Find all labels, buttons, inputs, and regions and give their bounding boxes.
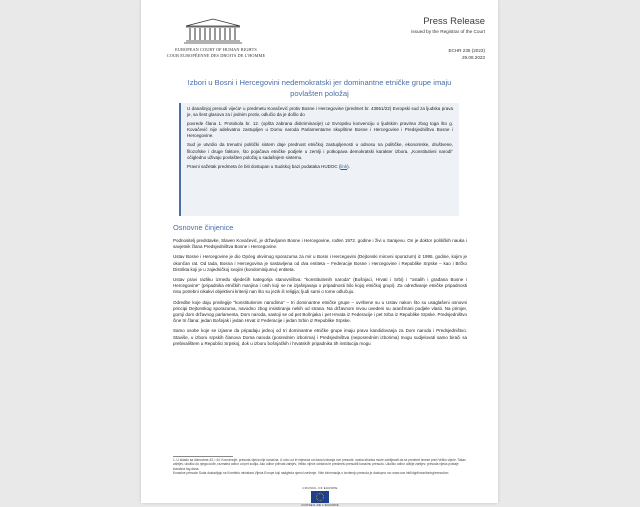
headline: Izbori u Bosni i Hercegovini nedemokratski jer dominantne etničke grupe imaju povlašten položaj [187,78,452,98]
council-of-europe-logo-icon [311,491,329,503]
section-title: Osnovne činjenice [173,223,234,232]
press-release-title: Press Release [423,16,485,27]
press-release-reference: ECHR 235 (2023) [448,48,485,53]
hudoc-text-end: ). [347,163,350,169]
footnotes [173,458,467,476]
body-paragraph: Podnositelj predstavke, Slaven Kovačević, je državljanin Bosne i Hercegovine, rođen 1972. godine i živi u Sarajevu. On je doktor političkih nauka i savjetnik člana Predsjedništva Bosne i Hercegovine. [173,238,467,250]
footnote: Konačne presude Suda dostavljaju se Komitetu ministara Vijeća Evrope koji nadgleda njeno izvršenje. Više informacija o izvršenju presuda je dostupno na: www.coe.int/t/dghl/monitoring/execution [173,471,449,476]
hudoc-link[interactable]: link [340,163,348,169]
press-release-date: 29.08.2023 [462,55,485,60]
summary-paragraph: U današnjoj presudi vijeća¹ u predmetu Kovačević protiv Bosne i Hercegovine (predmet br. 43651/22) Evropski sud za ljudska prava je, sa šest glasova za i jednim protiv, odlučio da je došlo do [187,106,453,118]
body-paragraph: Ustav Bosne i Hercegovine je dio Općeg okvirnog sporazuma za mir u Bosni i Hercegovini (Dejtonski mirovni sporazum) iz 1995. godine, kojim je okončan rat. Od tada, Bosna i Hercegovina je sastavljena od dva entiteta – Federacije Bosne i Hercegovine i Republike Srpske – kao i Brčko Distrikta koji je u zajedničkoj svojini (kondominijumu) entiteta. [173,254,467,272]
court-name-en: EUROPEAN COURT OF HUMAN RIGHTS [175,47,257,52]
summary-box [179,103,459,216]
footnote: 1. U skladu sa članovima 43. i 44. Konvencije, presuda vijeća nije konačna. U roku od tri mjeseca od dana izricanja ove presude, svaka stranka može zahtijevati da se predmet iznese pred Veliko vijeće. Takav zahtjev, ukoliko do njega dođe, razmatra odbor od pet sudija. Ako odbor prihvati zahtjev, Veliko vijeće održava te predmetu presuditi konačnu presudu. Ukoliko odbor odbije zahtjev, presuda vijeća postaje konačna tog dana. [173,458,466,471]
court-name-fr: COUR EUROPÉENNE DES DROITS DE L'HOMME [166,53,266,58]
press-release-subtitle: issued by the Registrar of the Court [411,29,485,34]
body-paragraph: Ustav pravi razliku između sljedećih kategorija stanovništva: "konstitutivnih naroda" (Bošnjaci, Hrvati i Srbi) i "ostalih i građana Bosne i Hercegovine" (pripadnika etničkih manjina i onih koji se ne izjašnjavaju o pripadnosti bilo kojoj etničkoj grupi). Za određivanje etničke pripadnosti nisu potrebni nikakvi objektivni kriteriji nan što su jezik ili religija; ljudi sami o tome odlučuju. [173,277,467,295]
summary-paragraph: Sud je utvrdio da trenutni politički sistem daje prednost etničkoj zastupljenosti u odnosu na političke, ekonomske, društvene, filozofske i druge faktore, što pojačava etničke podjele u zemlji i potkopava demokratski karakter izbora. „Konstitutivni narodi" očigledno uživaju povlašten položaj u sadašnjem sistemu. [187,142,453,160]
council-label-fr: CONSEIL DE L'EUROPE [301,503,339,507]
summary-hudoc-paragraph [187,164,453,170]
press-release-page [141,0,498,507]
footnote-divider [173,456,233,457]
court-building-logo-icon [182,18,244,44]
body-text [173,238,467,351]
hudoc-text: Pravni sažetak predmeta će biti dostupan u Sudskoj bazi podataka HUDOC ( [187,163,341,169]
summary-paragraph: povrede člana 1. Protokola br. 12. (opšta zabrana diskriminacije) uz Evropsku konvenciju o ljudskim pravima zbog toga što g. Kovačević nije adekvatno zastupljen u Domu naroda Parlamentarne skupštine Bosne i Hercegovine i Predsjedništvu Bosne i Hercegovine. [187,121,453,139]
body-paragraph: Samo osobe koje se izjasne da pripadaju jednoj od tri dominantne etničke grupe imaju pravo kandidovanja za Dom naroda i Predsjedništvo. Staviše, u izboru srpskih članova Doma naroda (posrednim izborima) i Predsjedništva (neposrednim izborima) mogu sudjelovati samo birači sa prebivalištem u Republici Srpskoj, dok u izboru bošnjačkih i hrvatskih pripadnika tih institucija mogu [173,328,467,346]
council-of-europe-logo [298,486,342,507]
council-label: COUNCIL OF EUROPE [302,486,338,490]
body-paragraph: Odredbe koje daju privilegije "konstitutivnim narodima" – tri dominantne etničke grupe – uvrštene su u Ustav nakon što su usaglašeni osnovni principi Dejtonskog sporazuma, navodno zbog insistiranja nekih od strana. Na državnom nivou uvedeni su aranžmani podjele vlasti. Na primjer, gornji dom državnog parlamenta, Dom naroda, sastoji se od pet Bošnjaka i pet Hrvata iz Federacije i pet Srba iz Republike Srpske. Predsjedništvo čine tri člana: jedan Bošnjak i jedan Hrvat iz Federacije i jedan Srbin iz Republike Srpske. [173,299,467,324]
